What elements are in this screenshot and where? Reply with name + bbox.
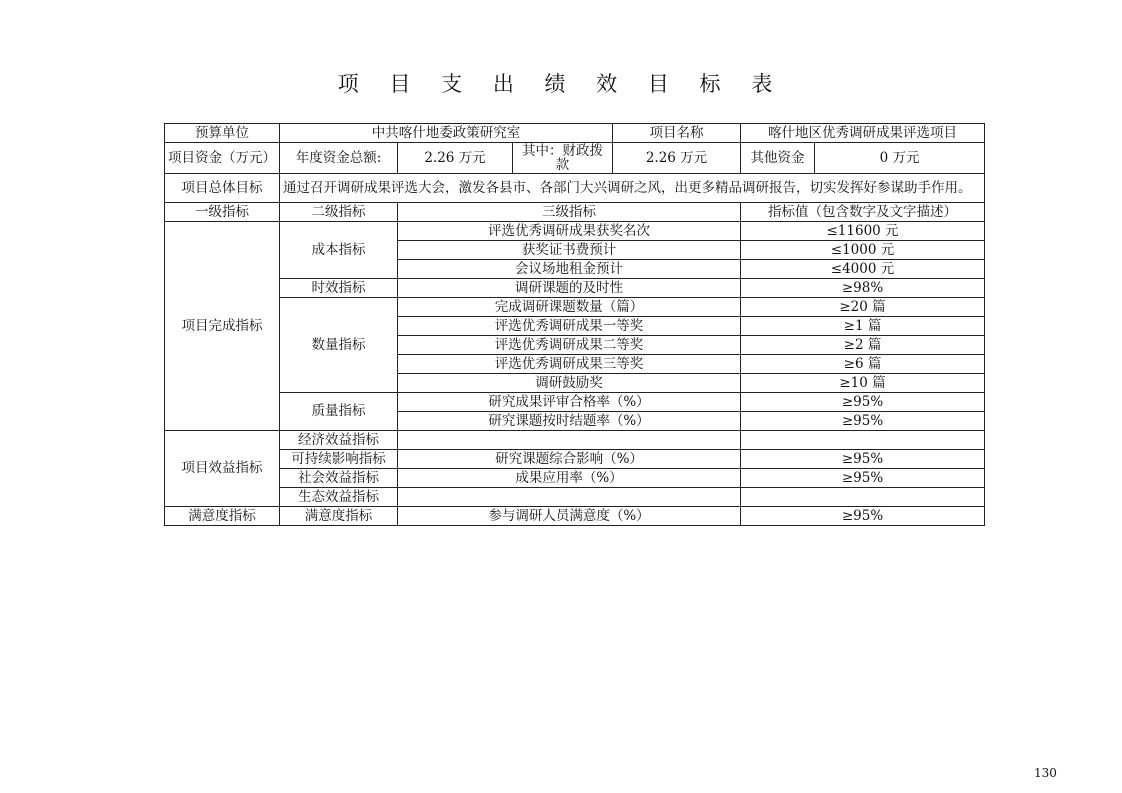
unit-value: 中共喀什地委政策研究室 bbox=[280, 124, 613, 143]
table-row bbox=[165, 298, 985, 317]
indicator-name: 评选优秀调研成果二等奖 bbox=[398, 336, 741, 355]
time-indicator-label: 时效指标 bbox=[280, 279, 398, 298]
level1-header: 一级指标 bbox=[165, 203, 280, 222]
page-number: 130 bbox=[1034, 766, 1057, 780]
indicator-name: 评选优秀调研成果获奖名次 bbox=[398, 222, 741, 241]
indicator-value bbox=[741, 431, 985, 450]
indicator-name: 评选优秀调研成果三等奖 bbox=[398, 355, 741, 374]
completion-indicator-label: 项目完成指标 bbox=[165, 222, 280, 431]
indicator-value: ≤11600 元 bbox=[741, 222, 985, 241]
budget-unit-row bbox=[165, 124, 985, 143]
project-name-label: 项目名称 bbox=[613, 124, 741, 143]
indicator-value: ≥95% bbox=[741, 450, 985, 469]
project-name-value: 喀什地区优秀调研成果评选项目 bbox=[741, 124, 985, 143]
total-fund-value: 2.26 万元 bbox=[398, 143, 513, 174]
indicator-value: ≤4000 元 bbox=[741, 260, 985, 279]
indicator-value: ≤1000 元 bbox=[741, 241, 985, 260]
other-fund-label: 其他资金 bbox=[741, 143, 815, 174]
indicator-value: ≥95% bbox=[741, 412, 985, 431]
overall-goal-text: 通过召开调研成果评选大会，激发各县市、各部门大兴调研之风，出更多精品调研报告，切实发挥好参谋助手作用。 bbox=[280, 174, 985, 203]
table-row bbox=[165, 488, 985, 507]
indicator-header-row bbox=[165, 203, 985, 222]
indicator-name: 会议场地租金预计 bbox=[398, 260, 741, 279]
level3-header: 三级指标 bbox=[398, 203, 741, 222]
page-title: 项 目 支 出 绩 效 目 标 表 bbox=[337, 72, 785, 96]
benefit-level2-label: 社会效益指标 bbox=[280, 469, 398, 488]
indicator-value: ≥1 篇 bbox=[741, 317, 985, 336]
level2-header: 二级指标 bbox=[280, 203, 398, 222]
indicator-value: ≥20 篇 bbox=[741, 298, 985, 317]
table-row bbox=[165, 507, 985, 526]
benefit-level2-label: 可持续影响指标 bbox=[280, 450, 398, 469]
indicator-name: 成果应用率（%） bbox=[398, 469, 741, 488]
indicator-value: ≥10 篇 bbox=[741, 374, 985, 393]
benefit-level2-label: 生态效益指标 bbox=[280, 488, 398, 507]
benefit-level2-label: 经济效益指标 bbox=[280, 431, 398, 450]
indicator-name: 研究课题按时结题率（%） bbox=[398, 412, 741, 431]
table-row bbox=[165, 431, 985, 450]
cost-indicator-label: 成本指标 bbox=[280, 222, 398, 279]
value-header: 指标值（包含数字及文字描述） bbox=[741, 203, 985, 222]
unit-label: 预算单位 bbox=[165, 124, 280, 143]
indicator-value: ≥95% bbox=[741, 393, 985, 412]
overall-goal-label: 项目总体目标 bbox=[165, 174, 280, 203]
indicator-name: 研究课题综合影响（%） bbox=[398, 450, 741, 469]
fund-label: 项目资金（万元） bbox=[165, 143, 280, 174]
satisfaction-indicator-label: 满意度指标 bbox=[165, 507, 280, 526]
indicator-value: ≥95% bbox=[741, 507, 985, 526]
indicator-name: 评选优秀调研成果一等奖 bbox=[398, 317, 741, 336]
benefit-indicator-label: 项目效益指标 bbox=[165, 431, 280, 507]
table-row bbox=[165, 469, 985, 488]
table-row bbox=[165, 450, 985, 469]
table-row bbox=[165, 222, 985, 241]
fiscal-fund-label: 其中：财政拨款 bbox=[513, 143, 613, 174]
indicator-name: 获奖证书费预计 bbox=[398, 241, 741, 260]
indicator-name: 完成调研课题数量（篇） bbox=[398, 298, 741, 317]
indicator-value bbox=[741, 488, 985, 507]
indicator-name: 调研鼓励奖 bbox=[398, 374, 741, 393]
indicator-value: ≥6 篇 bbox=[741, 355, 985, 374]
indicator-name: 参与调研人员满意度（%） bbox=[398, 507, 741, 526]
overall-goal-row bbox=[165, 174, 985, 203]
quality-indicator-label: 质量指标 bbox=[280, 393, 398, 431]
performance-target-table bbox=[164, 123, 985, 526]
fund-row bbox=[165, 143, 985, 174]
table-row bbox=[165, 279, 985, 298]
indicator-name: 研究成果评审合格率（%） bbox=[398, 393, 741, 412]
indicator-value: ≥98% bbox=[741, 279, 985, 298]
indicator-value: ≥2 篇 bbox=[741, 336, 985, 355]
satisfaction-level2-label: 满意度指标 bbox=[280, 507, 398, 526]
table-row bbox=[165, 393, 985, 412]
indicator-name bbox=[398, 431, 741, 450]
indicator-name: 调研课题的及时性 bbox=[398, 279, 741, 298]
quantity-indicator-label: 数量指标 bbox=[280, 298, 398, 393]
indicator-name bbox=[398, 488, 741, 507]
other-fund-value: 0 万元 bbox=[815, 143, 985, 174]
indicator-value: ≥95% bbox=[741, 469, 985, 488]
fiscal-fund-value: 2.26 万元 bbox=[613, 143, 741, 174]
total-fund-label: 年度资金总额: bbox=[280, 143, 398, 174]
